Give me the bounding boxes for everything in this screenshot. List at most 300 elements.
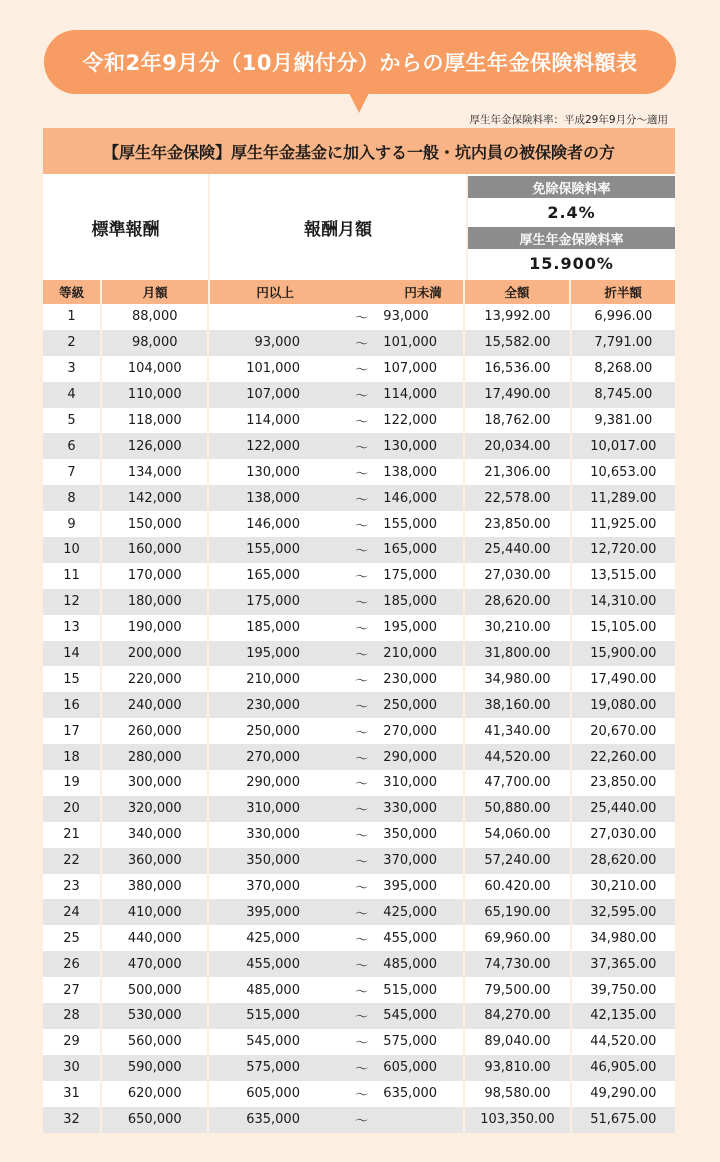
half-cell-text: 44,520.00 bbox=[590, 1034, 657, 1050]
total-cell-text: 93,810.00 bbox=[484, 1060, 551, 1076]
monthly-cell bbox=[102, 1029, 209, 1055]
total-cell-text: 27,030.00 bbox=[484, 568, 551, 584]
monthly-cell bbox=[102, 1055, 209, 1081]
monthly-cell-text: 200,000 bbox=[127, 646, 182, 662]
tilde-cell-text: 〜 bbox=[355, 1036, 369, 1052]
tilde-cell bbox=[340, 615, 383, 641]
to-cell bbox=[383, 589, 465, 615]
total-cell bbox=[465, 1003, 571, 1029]
to-cell-text: 310,000 bbox=[383, 775, 438, 791]
table-row bbox=[43, 459, 675, 485]
total-cell-text: 25,440.00 bbox=[484, 542, 551, 558]
half-cell bbox=[572, 874, 675, 900]
to-cell-text: 195,000 bbox=[383, 620, 438, 636]
grade-cell bbox=[43, 666, 102, 692]
to-cell-text: 138,000 bbox=[383, 464, 438, 480]
monthly-cell-text: 98,000 bbox=[132, 335, 178, 351]
total-cell-text: 18,762.00 bbox=[484, 413, 551, 428]
half-cell bbox=[572, 692, 675, 718]
total-cell-text: 15,582.00 bbox=[484, 335, 551, 351]
from-cell-text: 425,000 bbox=[246, 930, 300, 946]
to-cell-text: 350,000 bbox=[383, 827, 438, 843]
to-cell-text: 455,000 bbox=[383, 930, 438, 946]
from-cell bbox=[209, 511, 340, 537]
to-cell bbox=[383, 408, 465, 434]
to-cell-text: 370,000 bbox=[383, 853, 438, 869]
tilde-cell-text: 〜 bbox=[355, 415, 369, 430]
half-cell-text: 39,750.00 bbox=[590, 982, 657, 998]
tilde-cell bbox=[340, 744, 383, 770]
grade-cell bbox=[43, 848, 102, 874]
monthly-cell-text: 150,000 bbox=[127, 516, 182, 532]
tilde-cell bbox=[340, 977, 383, 1003]
from-cell-text: 175,000 bbox=[246, 594, 300, 610]
to-cell-text: 395,000 bbox=[383, 879, 438, 895]
grade-cell bbox=[43, 356, 102, 382]
total-cell bbox=[465, 874, 571, 900]
to-cell bbox=[383, 615, 465, 641]
to-cell bbox=[383, 874, 465, 900]
to-cell bbox=[383, 459, 465, 485]
total-cell-text: 79,500.00 bbox=[484, 982, 551, 998]
monthly-cell-text: 410,000 bbox=[127, 904, 182, 920]
total-cell bbox=[465, 563, 571, 589]
tilde-cell bbox=[340, 459, 383, 485]
monthly-cell bbox=[102, 589, 209, 615]
tilde-cell bbox=[340, 925, 383, 951]
half-cell bbox=[572, 822, 675, 848]
total-cell-text: 22,578.00 bbox=[484, 490, 551, 506]
total-cell-text: 21,306.00 bbox=[484, 464, 551, 480]
table-row bbox=[43, 615, 675, 641]
pension-rate-label: 厚生年金保険料率 bbox=[468, 227, 675, 249]
to-cell-text: 330,000 bbox=[383, 801, 438, 817]
to-cell-text: 230,000 bbox=[383, 671, 438, 687]
grade-cell bbox=[43, 1081, 102, 1107]
grade-cell-text: 11 bbox=[63, 568, 80, 584]
total-cell-text: 89,040.00 bbox=[484, 1034, 551, 1050]
tilde-cell-text: 〜 bbox=[355, 984, 369, 1000]
total-cell-text: 16,536.00 bbox=[484, 361, 551, 377]
total-cell bbox=[465, 459, 571, 485]
total-cell-text: 38,160.00 bbox=[484, 697, 551, 713]
tilde-cell-text: 〜 bbox=[355, 906, 369, 922]
from-cell bbox=[209, 770, 340, 796]
grade-cell-text: 15 bbox=[63, 671, 80, 687]
total-cell bbox=[465, 330, 571, 356]
monthly-cell-text: 104,000 bbox=[127, 361, 182, 377]
half-cell-text: 25,440.00 bbox=[590, 801, 657, 817]
to-cell bbox=[383, 485, 465, 511]
table-row bbox=[43, 718, 675, 744]
tilde-cell-text: 〜 bbox=[355, 622, 369, 638]
tilde-cell-text: 〜 bbox=[355, 544, 369, 560]
half-cell bbox=[572, 848, 675, 874]
tilde-cell bbox=[340, 356, 383, 382]
grade-cell bbox=[43, 951, 102, 977]
half-cell bbox=[572, 433, 675, 459]
banner-pointer bbox=[349, 93, 369, 113]
half-cell-text: 22,260.00 bbox=[590, 749, 657, 765]
grade-cell bbox=[43, 744, 102, 770]
from-cell-text: 575,000 bbox=[246, 1060, 300, 1076]
grade-cell-text: 21 bbox=[63, 827, 80, 843]
from-cell-text: 146,000 bbox=[246, 516, 300, 532]
tilde-cell-text: 〜 bbox=[355, 440, 369, 456]
total-cell bbox=[465, 718, 571, 744]
tilde-cell-text: 〜 bbox=[355, 673, 369, 689]
total-cell bbox=[465, 770, 571, 796]
from-cell bbox=[209, 1055, 340, 1081]
to-cell bbox=[383, 951, 465, 977]
to-cell bbox=[383, 537, 465, 563]
half-cell-text: 27,030.00 bbox=[590, 827, 657, 843]
grade-cell bbox=[43, 1029, 102, 1055]
from-cell-text: 635,000 bbox=[246, 1112, 300, 1128]
from-cell-text: 515,000 bbox=[246, 1008, 300, 1024]
grade-cell-text: 30 bbox=[63, 1060, 80, 1076]
grade-cell-text: 25 bbox=[63, 930, 80, 946]
table-row bbox=[43, 666, 675, 692]
to-cell bbox=[383, 511, 465, 537]
tilde-cell-text: 〜 bbox=[355, 881, 369, 897]
total-cell bbox=[465, 408, 571, 434]
header-row bbox=[43, 174, 675, 280]
monthly-cell-text: 340,000 bbox=[127, 827, 182, 843]
half-cell-text: 10,017.00 bbox=[590, 438, 657, 454]
grade-cell-text: 9 bbox=[67, 516, 76, 532]
half-cell-text: 34,980.00 bbox=[590, 930, 657, 946]
monthly-cell-text: 118,000 bbox=[127, 413, 182, 428]
to-cell bbox=[383, 1055, 465, 1081]
grade-cell-text: 13 bbox=[63, 620, 80, 636]
monthly-cell bbox=[102, 1107, 209, 1133]
tilde-cell-text: 〜 bbox=[355, 699, 369, 715]
grade-cell-text: 6 bbox=[67, 438, 76, 454]
total-cell bbox=[465, 796, 571, 822]
monthly-cell-text: 560,000 bbox=[127, 1034, 182, 1050]
from-cell bbox=[209, 822, 340, 848]
half-cell-text: 10,653.00 bbox=[590, 464, 657, 480]
table-row bbox=[43, 1003, 675, 1029]
monthly-cell bbox=[102, 356, 209, 382]
to-cell bbox=[383, 304, 465, 330]
grade-cell bbox=[43, 330, 102, 356]
total-cell-text: 50,880.00 bbox=[484, 801, 551, 817]
to-cell-text: 107,000 bbox=[383, 361, 438, 377]
to-cell bbox=[383, 1029, 465, 1055]
to-cell bbox=[383, 692, 465, 718]
from-cell-text: 370,000 bbox=[246, 879, 300, 895]
half-cell bbox=[572, 1107, 675, 1133]
col-tilde-spacer bbox=[340, 280, 383, 304]
total-cell bbox=[465, 641, 571, 667]
rates-block bbox=[468, 174, 675, 280]
grade-cell bbox=[43, 925, 102, 951]
grade-cell bbox=[43, 977, 102, 1003]
total-cell-text: 57,240.00 bbox=[484, 853, 551, 869]
tilde-cell bbox=[340, 330, 383, 356]
grade-cell-text: 1 bbox=[67, 309, 76, 325]
from-cell-text: 395,000 bbox=[246, 904, 300, 920]
from-cell bbox=[209, 874, 340, 900]
half-cell bbox=[572, 382, 675, 408]
from-cell bbox=[209, 330, 340, 356]
monthly-cell-text: 126,000 bbox=[127, 438, 182, 454]
grade-cell bbox=[43, 304, 102, 330]
grade-cell-text: 5 bbox=[67, 413, 76, 428]
tilde-cell bbox=[340, 1029, 383, 1055]
grade-cell bbox=[43, 537, 102, 563]
grade-cell-text: 23 bbox=[63, 879, 80, 895]
table-row bbox=[43, 1029, 675, 1055]
total-cell bbox=[465, 1081, 571, 1107]
from-cell-text: 155,000 bbox=[246, 542, 300, 558]
half-cell-text: 12,720.00 bbox=[590, 542, 657, 558]
half-cell bbox=[572, 563, 675, 589]
monthly-cell bbox=[102, 330, 209, 356]
grade-cell-text: 27 bbox=[63, 982, 80, 998]
col-half: 折半額 bbox=[604, 285, 642, 300]
monthly-cell-text: 180,000 bbox=[127, 594, 182, 610]
monthly-cell-text: 220,000 bbox=[127, 671, 182, 687]
total-cell bbox=[465, 615, 571, 641]
from-cell-text: 210,000 bbox=[246, 671, 300, 687]
grade-cell-text: 8 bbox=[67, 490, 76, 506]
tilde-cell-text: 〜 bbox=[355, 311, 369, 327]
tilde-cell bbox=[340, 408, 383, 434]
monthly-cell-text: 260,000 bbox=[127, 723, 182, 739]
section-title: 【厚生年金保険】厚生年金基金に加入する一般・坑内員の被保険者の方 bbox=[43, 128, 675, 174]
from-cell-text: 101,000 bbox=[246, 361, 300, 377]
to-cell bbox=[383, 1003, 465, 1029]
to-cell bbox=[383, 796, 465, 822]
total-cell-text: 13,992.00 bbox=[484, 309, 551, 325]
grade-cell-text: 22 bbox=[63, 853, 80, 869]
monthly-cell bbox=[102, 822, 209, 848]
half-cell-text: 6,996.00 bbox=[594, 309, 653, 325]
to-cell bbox=[383, 718, 465, 744]
monthly-cell-text: 650,000 bbox=[127, 1112, 182, 1128]
from-cell-text: 270,000 bbox=[246, 749, 300, 765]
monthly-cell bbox=[102, 692, 209, 718]
to-cell-text: 635,000 bbox=[383, 1086, 438, 1102]
half-cell bbox=[572, 1055, 675, 1081]
tilde-cell bbox=[340, 433, 383, 459]
half-cell bbox=[572, 537, 675, 563]
from-cell-text: 93,000 bbox=[254, 335, 300, 351]
grade-cell bbox=[43, 382, 102, 408]
to-cell-text: 175,000 bbox=[383, 568, 438, 584]
half-cell-text: 15,105.00 bbox=[590, 620, 657, 636]
grade-cell-text: 31 bbox=[63, 1086, 80, 1102]
monthly-cell-text: 500,000 bbox=[127, 982, 182, 998]
from-cell-text: 330,000 bbox=[246, 827, 300, 843]
total-cell bbox=[465, 356, 571, 382]
table-row bbox=[43, 848, 675, 874]
grade-cell bbox=[43, 459, 102, 485]
from-cell-text: 165,000 bbox=[246, 568, 300, 584]
monthly-cell-text: 360,000 bbox=[127, 853, 182, 869]
monthly-cell bbox=[102, 977, 209, 1003]
grade-cell-text: 16 bbox=[63, 697, 80, 713]
total-cell bbox=[465, 666, 571, 692]
total-cell bbox=[465, 304, 571, 330]
half-cell-text: 19,080.00 bbox=[590, 697, 657, 713]
tilde-cell bbox=[340, 1081, 383, 1107]
page-title: 令和2年9月分（10月納付分）からの厚生年金保険料額表 bbox=[82, 51, 638, 75]
table-row bbox=[43, 382, 675, 408]
monthly-cell-text: 170,000 bbox=[127, 568, 182, 584]
half-cell-text: 49,290.00 bbox=[590, 1086, 657, 1102]
monthly-cell bbox=[102, 874, 209, 900]
from-cell-text: 250,000 bbox=[246, 723, 300, 739]
tilde-cell bbox=[340, 951, 383, 977]
to-cell-text: 515,000 bbox=[383, 982, 438, 998]
total-cell bbox=[465, 433, 571, 459]
monthly-cell-text: 134,000 bbox=[127, 464, 182, 480]
grade-cell-text: 2 bbox=[67, 335, 76, 351]
exempt-rate-label: 免除保険料率 bbox=[468, 176, 675, 198]
to-cell bbox=[383, 744, 465, 770]
from-cell-text: 485,000 bbox=[246, 982, 300, 998]
from-cell bbox=[209, 641, 340, 667]
grade-cell bbox=[43, 899, 102, 925]
to-cell-text: 290,000 bbox=[383, 749, 438, 765]
col-to: 円未満 bbox=[384, 280, 465, 304]
tilde-cell-text: 〜 bbox=[355, 596, 369, 612]
grade-cell-text: 17 bbox=[63, 723, 80, 739]
monthly-cell bbox=[102, 459, 209, 485]
tilde-cell bbox=[340, 770, 383, 796]
to-cell-text: 485,000 bbox=[383, 956, 438, 972]
half-cell-text: 11,289.00 bbox=[590, 490, 657, 506]
half-cell bbox=[572, 1081, 675, 1107]
column-header-row bbox=[43, 280, 675, 304]
half-cell-text: 23,850.00 bbox=[590, 775, 657, 791]
half-cell-text: 15,900.00 bbox=[590, 646, 657, 662]
monthly-cell bbox=[102, 925, 209, 951]
monthly-cell-text: 440,000 bbox=[127, 930, 182, 946]
total-cell-text: 20,034.00 bbox=[484, 438, 551, 454]
tilde-cell-text: 〜 bbox=[355, 829, 369, 845]
grade-cell bbox=[43, 485, 102, 511]
table-row bbox=[43, 822, 675, 848]
tilde-cell bbox=[340, 822, 383, 848]
tilde-cell-text: 〜 bbox=[355, 466, 369, 482]
to-cell bbox=[383, 1081, 465, 1107]
grade-cell bbox=[43, 822, 102, 848]
monthly-cell bbox=[102, 511, 209, 537]
grade-cell bbox=[43, 796, 102, 822]
total-cell bbox=[465, 1107, 571, 1133]
half-cell bbox=[572, 1003, 675, 1029]
half-cell bbox=[572, 951, 675, 977]
from-cell bbox=[209, 1081, 340, 1107]
from-cell-text: 130,000 bbox=[246, 464, 300, 480]
to-cell-text: 93,000 bbox=[383, 309, 429, 325]
tilde-cell-text: 〜 bbox=[355, 389, 369, 405]
tilde-cell bbox=[340, 382, 383, 408]
total-cell bbox=[465, 744, 571, 770]
monthly-cell-text: 320,000 bbox=[127, 801, 182, 817]
total-cell-text: 69,960.00 bbox=[484, 930, 551, 946]
tilde-cell bbox=[340, 641, 383, 667]
half-cell-text: 14,310.00 bbox=[590, 594, 657, 610]
half-cell bbox=[572, 641, 675, 667]
total-cell-text: 28,620.00 bbox=[484, 594, 551, 610]
to-cell bbox=[383, 330, 465, 356]
total-cell bbox=[465, 1029, 571, 1055]
table-row bbox=[43, 796, 675, 822]
half-cell-text: 13,515.00 bbox=[590, 568, 657, 584]
table-row bbox=[43, 770, 675, 796]
rate-note: 厚生年金保険料率：平成29年9月分〜適用 bbox=[469, 114, 668, 126]
tilde-cell-text: 〜 bbox=[355, 1088, 369, 1104]
grade-cell bbox=[43, 770, 102, 796]
from-cell-text: 138,000 bbox=[246, 490, 300, 506]
to-cell bbox=[383, 925, 465, 951]
total-cell-text: 41,340.00 bbox=[484, 723, 551, 739]
monthly-cell bbox=[102, 641, 209, 667]
table-row bbox=[43, 563, 675, 589]
half-cell bbox=[572, 718, 675, 744]
total-cell bbox=[465, 977, 571, 1003]
tilde-cell-text: 〜 bbox=[355, 648, 369, 664]
from-cell bbox=[209, 951, 340, 977]
tilde-cell-text: 〜 bbox=[355, 492, 369, 508]
grade-cell bbox=[43, 1107, 102, 1133]
from-cell bbox=[209, 666, 340, 692]
monthly-cell-text: 110,000 bbox=[127, 387, 182, 403]
total-cell bbox=[465, 485, 571, 511]
from-cell bbox=[209, 563, 340, 589]
to-cell-text: 122,000 bbox=[383, 413, 438, 428]
to-cell-text: 605,000 bbox=[383, 1060, 438, 1076]
total-cell-text: 23,850.00 bbox=[484, 516, 551, 532]
half-cell-text: 20,670.00 bbox=[590, 723, 657, 739]
monthly-cell bbox=[102, 563, 209, 589]
total-cell bbox=[465, 382, 571, 408]
from-cell-text: 310,000 bbox=[246, 801, 300, 817]
from-cell-text: 195,000 bbox=[246, 646, 300, 662]
from-cell bbox=[209, 1003, 340, 1029]
table-row bbox=[43, 1055, 675, 1081]
total-cell-text: 17,490.00 bbox=[484, 387, 551, 403]
half-cell bbox=[572, 511, 675, 537]
from-cell-text: 122,000 bbox=[246, 438, 300, 454]
from-cell bbox=[209, 408, 340, 434]
tilde-cell-text: 〜 bbox=[355, 1010, 369, 1026]
table-row bbox=[43, 977, 675, 1003]
monthly-cell bbox=[102, 796, 209, 822]
grade-cell-text: 28 bbox=[63, 1008, 80, 1024]
monthly-cell bbox=[102, 770, 209, 796]
grade-cell bbox=[43, 692, 102, 718]
to-cell-text: 155,000 bbox=[383, 516, 438, 532]
tilde-cell bbox=[340, 511, 383, 537]
tilde-cell bbox=[340, 666, 383, 692]
table-row bbox=[43, 589, 675, 615]
half-cell bbox=[572, 666, 675, 692]
tilde-cell bbox=[340, 718, 383, 744]
tilde-cell-text: 〜 bbox=[355, 337, 369, 353]
tilde-cell-text: 〜 bbox=[355, 855, 369, 871]
to-cell-text: 165,000 bbox=[383, 542, 438, 558]
to-cell-text: 114,000 bbox=[383, 387, 438, 403]
from-cell bbox=[209, 615, 340, 641]
to-cell bbox=[383, 977, 465, 1003]
